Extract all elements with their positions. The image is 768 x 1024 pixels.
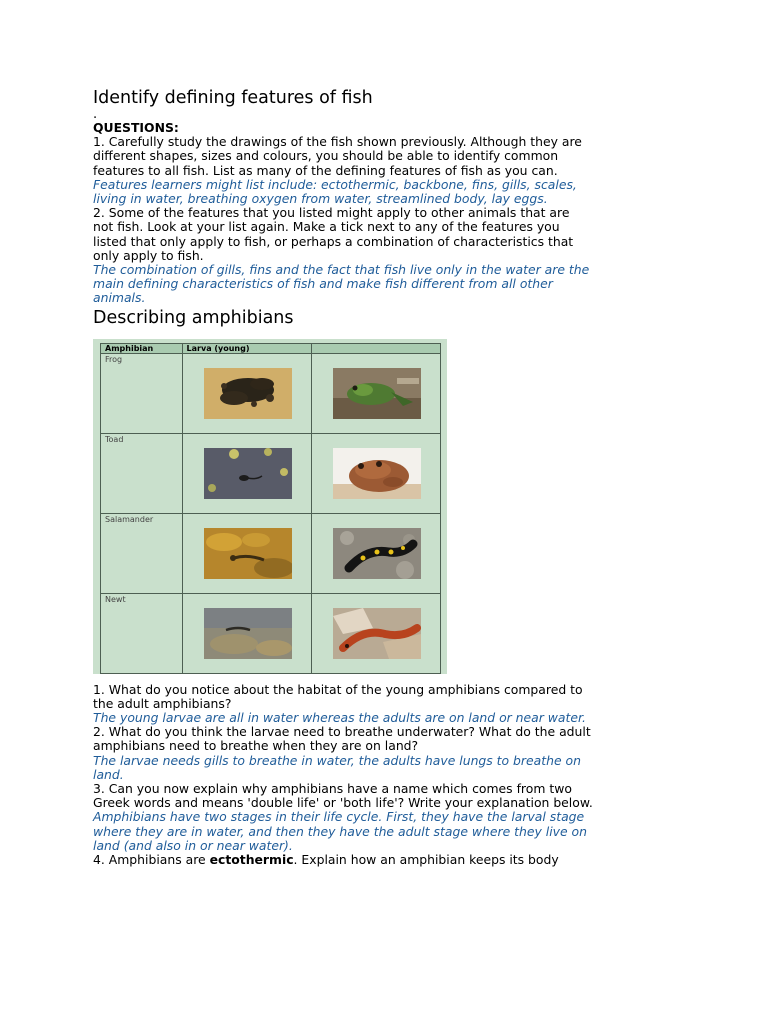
newt-larva-cell: [182, 593, 312, 673]
fish-question-2: 2. Some of the features that you listed might apply to other animals that are not fish. Look at your list again. Make a tick next to any of the features you listed that only apply to fish, or perhaps a combination of characteristics that only apply to fish.: [93, 205, 574, 263]
fish-answer-2: The combination of gills, fins and the fact that fish live only in the water are the main defining characteristics of fish and make fish different from all other animals.: [93, 262, 590, 306]
newt-larva-photo: [204, 608, 292, 659]
toad-tadpole-photo: [204, 448, 292, 499]
questions-label: QUESTIONS:: [93, 120, 179, 135]
stray-dot: .: [93, 107, 98, 122]
amphibian-questions: [93, 683, 593, 868]
row-name-frog: Frog: [101, 353, 183, 433]
amphibians-heading: Describing amphibians: [93, 307, 294, 328]
frog-spawn-photo: [204, 368, 292, 419]
amph-answer-3: Amphibians have two stages in their life cycle. First, they have the larval stage where they are in water, and then they have the adult stage where they live on land (and also in or near water).: [93, 809, 587, 853]
q4-prefix: 4. Amphibians are: [93, 852, 210, 868]
row-name-newt: Newt: [101, 593, 183, 673]
toad-adult-photo: [333, 448, 421, 499]
toad-adult-cell: [312, 433, 441, 513]
frog-adult-cell: [312, 353, 441, 433]
amph-question-3: 3. Can you now explain why amphibians have a name which comes from two Greek words and means 'double life' or 'both life'? Write your explanation below.: [93, 781, 593, 811]
row-name-salamander: Salamander: [101, 513, 183, 593]
toad-larva-cell: [182, 433, 312, 513]
salamander-adult-photo: [333, 528, 421, 579]
q4-suffix: . Explain how an amphibian keeps its body: [293, 852, 559, 868]
frog-larva-cell: [182, 353, 312, 433]
row-name-toad: Toad: [101, 433, 183, 513]
fish-heading: Identify defining features of fish: [93, 88, 373, 108]
amphibian-table-image: [93, 339, 447, 674]
fish-answer-1: Features learners might list include: ectothermic, backbone, fins, gills, scales, living in water, breathing oxygen from water, streamlined body, lay eggs.: [93, 176, 577, 207]
newt-adult-cell: [312, 593, 441, 673]
amph-answer-2: The larvae needs gills to breathe in water, the adults have lungs to breathe on land.: [93, 752, 581, 782]
header-larva: Larva (young): [182, 343, 312, 353]
q4-bold-term: ectothermic: [209, 852, 294, 868]
newt-adult-photo: [333, 608, 421, 659]
salamander-larva-cell: [182, 513, 312, 593]
table-row: [101, 593, 441, 673]
document-body: [93, 86, 593, 867]
header-amphibian: Amphibian: [101, 343, 183, 353]
header-adult: [312, 343, 441, 353]
amph-question-1: 1. What do you notice about the habitat of the young amphibians compared to the adult amphibians?: [93, 681, 583, 711]
salamander-adult-cell: [312, 513, 441, 593]
amph-question-4: [93, 853, 593, 867]
table-row: [101, 513, 441, 593]
salamander-larva-photo: [204, 528, 292, 579]
amphibian-table: [100, 343, 441, 674]
amph-answer-1: The young larvae are all in water whereas the adults are on land or near water.: [93, 710, 586, 726]
table-row: [101, 433, 441, 513]
table-row: [101, 353, 441, 433]
amph-question-2: 2. What do you think the larvae need to breathe underwater? What do the adult amphibians need to breathe when they are on land?: [93, 724, 591, 754]
frog-adult-photo: [333, 368, 421, 419]
table-header-row: [101, 343, 441, 353]
fish-question-1: 1. Carefully study the drawings of the fish shown previously. Although they are different shapes, sizes and colours, you should be able to identify common features to all fish. List as many of the defining features of fish as you can.: [93, 134, 582, 178]
